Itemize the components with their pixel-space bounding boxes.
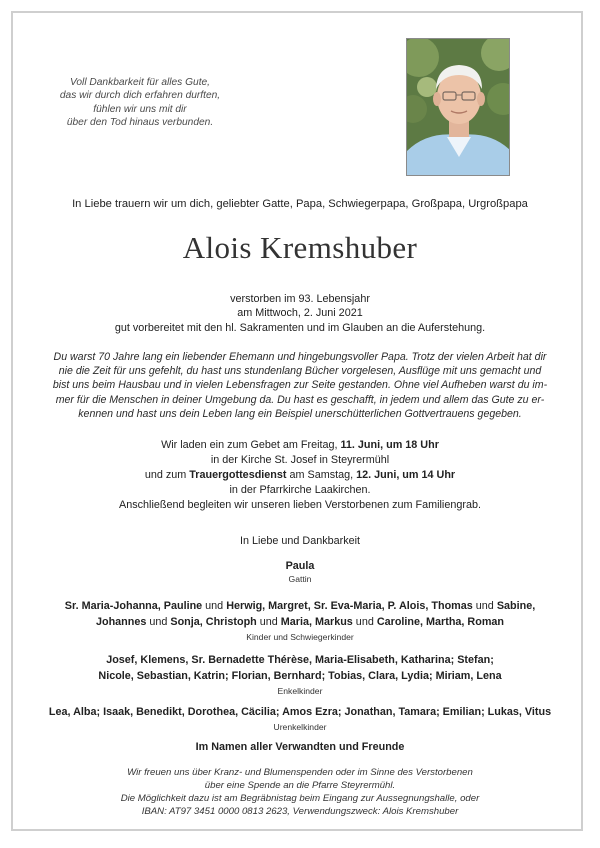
family-names: Sonja, Christoph — [170, 616, 257, 628]
service-text: und zum — [144, 469, 190, 481]
great-grandchildren-role: Urenkelkinder — [273, 722, 327, 732]
connector-text: und — [352, 616, 377, 628]
children-line — [0, 598, 600, 614]
grandchildren-section — [0, 652, 600, 696]
service-type: Trauergottesdienst — [189, 469, 287, 481]
service-time: 11. Juni, um 18 Uhr — [340, 439, 439, 451]
quote-line: über den Tod hinaus verbunden. — [66, 117, 214, 129]
connector-text: und — [256, 616, 281, 628]
quote-line: das wir durch dich erfahren durften, — [59, 90, 221, 102]
death-line: verstorben im 93. Lebensjahr — [230, 293, 370, 305]
service-line — [0, 438, 600, 453]
connector-text: und — [146, 616, 171, 628]
dankbarkeit-heading: In Liebe und Dankbarkeit — [239, 535, 361, 547]
children-role: Kinder und Schwiegerkinder — [246, 632, 354, 642]
children-line — [0, 614, 600, 630]
deceased-name: Alois Kremshuber — [182, 230, 418, 265]
family-names: Sabine, — [496, 600, 536, 612]
quote-line: Voll Dankbarkeit für alles Gute, — [69, 77, 211, 88]
death-line: am Mittwoch, 2. Juni 2021 — [237, 307, 363, 320]
family-names: Johannes — [95, 616, 147, 628]
relatives-line — [0, 741, 600, 753]
death-line: gut vorbereitet mit den hl. Sakramenten und im Glauben an die Auferstehung. — [114, 321, 486, 334]
family-names: Maria, Markus — [280, 616, 353, 628]
portrait-photo — [406, 38, 510, 176]
connector-text: und — [202, 600, 227, 612]
wife-name: Paula — [285, 560, 315, 572]
wife-role: Gattin — [288, 574, 312, 584]
connector-text: und — [472, 600, 497, 612]
grandchildren-line: Josef, Klemens, Sr. Bernadette Thérèse, Maria-Elisabeth, Katharina; Stefan; — [106, 654, 494, 666]
family-names: Caroline, Martha, Roman — [376, 616, 505, 628]
service-line: Anschließend begleiten wir unseren lieben Verstorbenen zum Familiengrab. — [119, 499, 481, 511]
service-line — [0, 468, 600, 483]
service-time: 12. Juni, um 14 Uhr — [356, 469, 456, 481]
tribute-line: Du warst 70 Jahre lang ein liebender Ehemann und hingebungsvoller Papa. Trotz der vielen Arbeit hat dir — [53, 351, 547, 363]
wife-section — [0, 560, 600, 584]
service-text: am Samstag, — [286, 469, 357, 481]
closing-line: Die Möglichkeit dazu ist am Begräbnistag beim Eingang zur Aussegnungshalle, oder — [120, 793, 480, 804]
service-text: Wir laden ein zum Gebet am Freitag, — [161, 439, 341, 451]
relatives-text: Im Namen aller Verwandten und Freunde — [195, 741, 405, 753]
closing-line: IBAN: AT97 3451 0000 0813 2623, Verwendungszweck: Alois Kremshuber — [141, 806, 459, 817]
tribute-line: bist uns beim Hausbau und in vielen Lebensfragen zur Seite gestanden. Ohne viel Aufheben warst du im- — [52, 379, 548, 392]
closing-line: über eine Spende an die Pfarre Steyrermühl. — [204, 780, 396, 791]
grandchildren-role: Enkelkinder — [277, 686, 323, 696]
tribute-line: kennen und hast uns dein Leben lang ein Beispiel unerschütterlichen Gottvertrauens gegeben. — [78, 407, 522, 420]
closing-line: Wir freuen uns über Kranz- und Blumenspenden oder im Sinne des Verstorbenen — [127, 767, 473, 778]
quote-line: fühlen wir uns mit dir — [93, 103, 187, 115]
children-section — [0, 598, 600, 642]
family-names: Sr. Maria-Johanna, Pauline — [64, 600, 203, 612]
service-line: in der Pfarrkirche Laakirchen. — [229, 484, 371, 496]
great-grandchildren-line: Lea, Alba; Isaak, Benedikt, Dorothea, Cäcilia; Amos Ezra; Jonathan, Tamara; Emilian; Lukas, Vitus — [48, 706, 552, 718]
service-line: in der Kirche St. Josef in Steyrermühl — [210, 454, 390, 466]
grandchildren-line: Nicole, Sebastian, Katrin; Florian, Bernhard; Tobias, Clara, Lydia; Miriam, Lena — [98, 670, 502, 682]
memorial-quote — [40, 76, 240, 130]
death-details — [0, 292, 600, 335]
family-names: Herwig, Margret, Sr. Eva-Maria, P. Alois, Thomas — [226, 600, 473, 612]
tribute-paragraph — [44, 350, 556, 421]
service-details — [0, 438, 600, 513]
donation-note — [0, 766, 600, 818]
tribute-line: mer für die Menschen in deiner Umgebung da. Du hast es geschafft, in jedem und allem das Gute zu er- — [55, 393, 545, 406]
tribute-line: nie die Zeit für uns gefehlt, du hast uns stundenlang Bücher vorgelesen, Ausflüge mit uns gemacht und — [58, 365, 542, 378]
great-grandchildren-section — [0, 704, 600, 732]
mourning-intro: In Liebe trauern wir um dich, geliebter Gatte, Papa, Schwiegerpapa, Großpapa, Urgroßpapa — [72, 198, 528, 210]
